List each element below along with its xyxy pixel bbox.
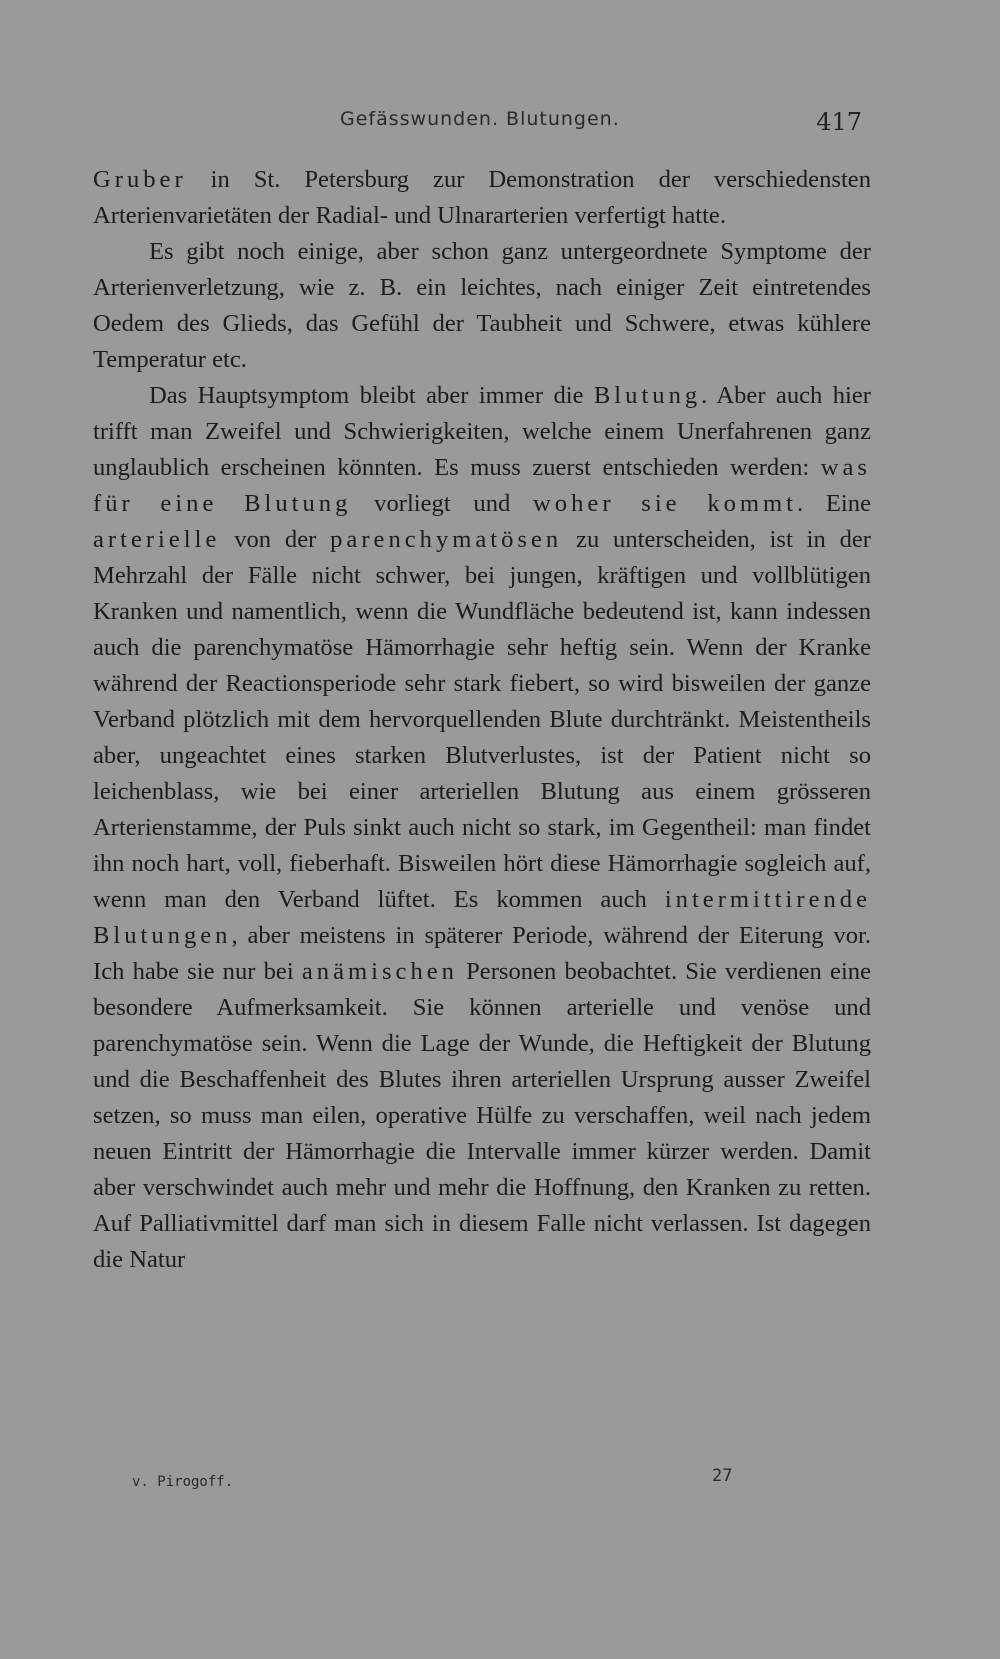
text-run: Es gibt noch einige, aber schon ganz untergeordnete Symptome der Arterienverletzung, wie z. B. ein leichtes, nach einiger Zeit eintretendes Oedem des Glieds, das Gefühl der Taubheit und Schwere, etwas kühlere Temperatur etc.	[93, 238, 871, 373]
sheet-number: 27	[712, 1466, 733, 1486]
signature-mark: v. Pirogoff.	[132, 1474, 234, 1490]
page-number: 417	[816, 108, 862, 136]
emphasized-text: woher sie kommt	[533, 490, 798, 517]
text-run: Personen beobachtet. Sie verdienen eine besondere Aufmerksamkeit. Sie können arterielle und venöse und parenchymatöse sein. Wenn die Lage der Wunde, die Heftigkeit der Blutung und die Beschaffenheit des Blutes ihren arteriellen Ursprung ausser Zweifel setzen, so muss man eilen, operative Hülfe zu verschaffen, weil nach jedem neuen Eintritt der Hämorrhagie die Intervalle immer kürzer werden. Damit aber verschwindet auch mehr und mehr die Hoffnung, den Kranken zu retten. Auf Palliativmittel darf man sich in diesem Falle nicht verlassen. Ist dagegen die Natur	[93, 958, 871, 1273]
text-run: von der	[220, 526, 331, 553]
text-run: . Aber auch hier trifft man Zweifel und Schwierigkeiten, welche einem Unerfahrenen ganz unglaublich erscheinen könnten. Es muss zuerst entschieden werden:	[93, 382, 871, 481]
body-text	[93, 162, 871, 1278]
running-title: Gefässwunden. Blutungen.	[340, 108, 620, 130]
emphasized-text: intermittirende Blutungen	[93, 886, 871, 949]
emphasized-text: parenchymatösen	[330, 526, 563, 553]
text-run: zu unterscheiden, ist in der Mehrzahl der Fälle nicht schwer, bei jungen, kräftigen und vollblütigen Kranken und namentlich, wenn die Wundfläche bedeutend ist, kann indessen auch die parenchymatöse Hämorrhagie sehr heftig sein. Wenn der Kranke während der Reactionsperiode sehr stark fiebert, so wird bisweilen der ganze Verband plötzlich mit dem hervorquellenden Blute durchtränkt. Meistentheils aber, ungeachtet eines starken Blutverlustes, ist der Patient nicht so leichenblass, wie bei einer arteriellen Blutung aus einem grösseren Arterienstamme, der Puls sinkt auch nicht so stark, im Gegentheil: man findet ihn noch hart, voll, fieberhaft. Bisweilen hört diese Hämorrhagie sogleich auf, wenn man den Verband lüftet. Es kommen auch	[93, 526, 871, 913]
emphasized-text: was für eine Blutung	[93, 454, 871, 517]
paragraph	[93, 162, 871, 234]
paragraph	[93, 234, 871, 378]
emphasized-text: Gruber	[93, 166, 187, 193]
emphasized-text: anämischen	[301, 958, 458, 985]
text-run: Das Hauptsymptom bleibt aber immer die	[149, 382, 594, 409]
text-run: , aber meistens in späterer Periode, während der Eiterung vor. Ich habe sie nur bei	[93, 922, 871, 985]
page-header	[95, 108, 870, 142]
text-run: . Eine	[797, 490, 871, 517]
text-run: in St. Petersburg zur Demonstration der verschiedensten Arterienvarietäten der Radial- und Ulnararterien verfertigt hatte.	[93, 166, 871, 229]
paragraph	[93, 378, 871, 1278]
emphasized-text: Blutung	[593, 382, 702, 409]
text-run: vorliegt und	[351, 490, 534, 517]
emphasized-text: arterielle	[93, 526, 221, 553]
page-footer	[120, 1466, 760, 1496]
